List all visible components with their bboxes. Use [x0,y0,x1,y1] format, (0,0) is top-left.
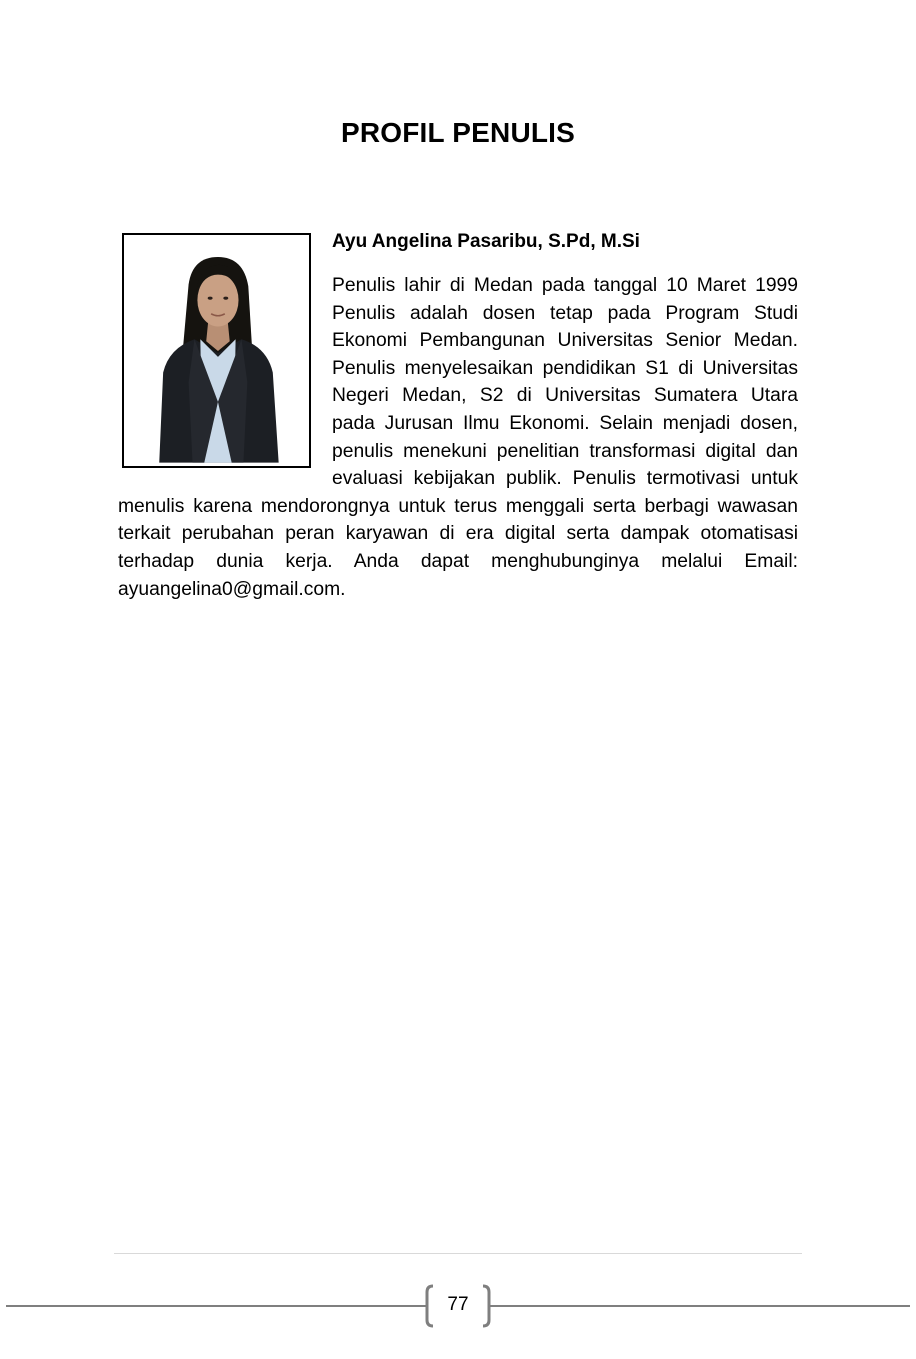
author-portrait-image [124,235,309,466]
page-title: PROFIL PENULIS [340,117,576,148]
footer-divider [114,1253,802,1254]
page-number-rule-right [490,1305,910,1307]
right-bracket-icon [481,1284,493,1328]
author-photo [122,233,311,468]
page-number-rule-left [6,1305,426,1307]
author-profile [118,228,798,603]
page-number: 77 [447,1294,469,1315]
author-name: Ayu Angelina Pasaribu, S.Pd, M.Si [332,231,640,252]
author-bio: Penulis lahir di Medan pada tanggal 10 Maret 1999 Penulis adalah dosen tetap pada Program Studi Ekonomi Pembangunan Universitas Senior Medan. Penulis menyelesaikan pendidikan S1 di Universitas Negeri Medan, S2 di Universitas Sumatera Utara pada Jurusan Ilmu Ekonomi. Selain menjadi dosen, penulis menekuni penelitian transformasi digital dan evaluasi kebijakan publik. Penulis termotivasi untuk menulis karena mendorongnya untuk terus menggali serta berbagi wawasan terkait perubahan peran karyawan di era digital serta dampak otomatisasi terhadap dunia kerja. Anda dapat menghubunginya melalui Email: ayuangelina0@gmail.com. [118,275,798,600]
